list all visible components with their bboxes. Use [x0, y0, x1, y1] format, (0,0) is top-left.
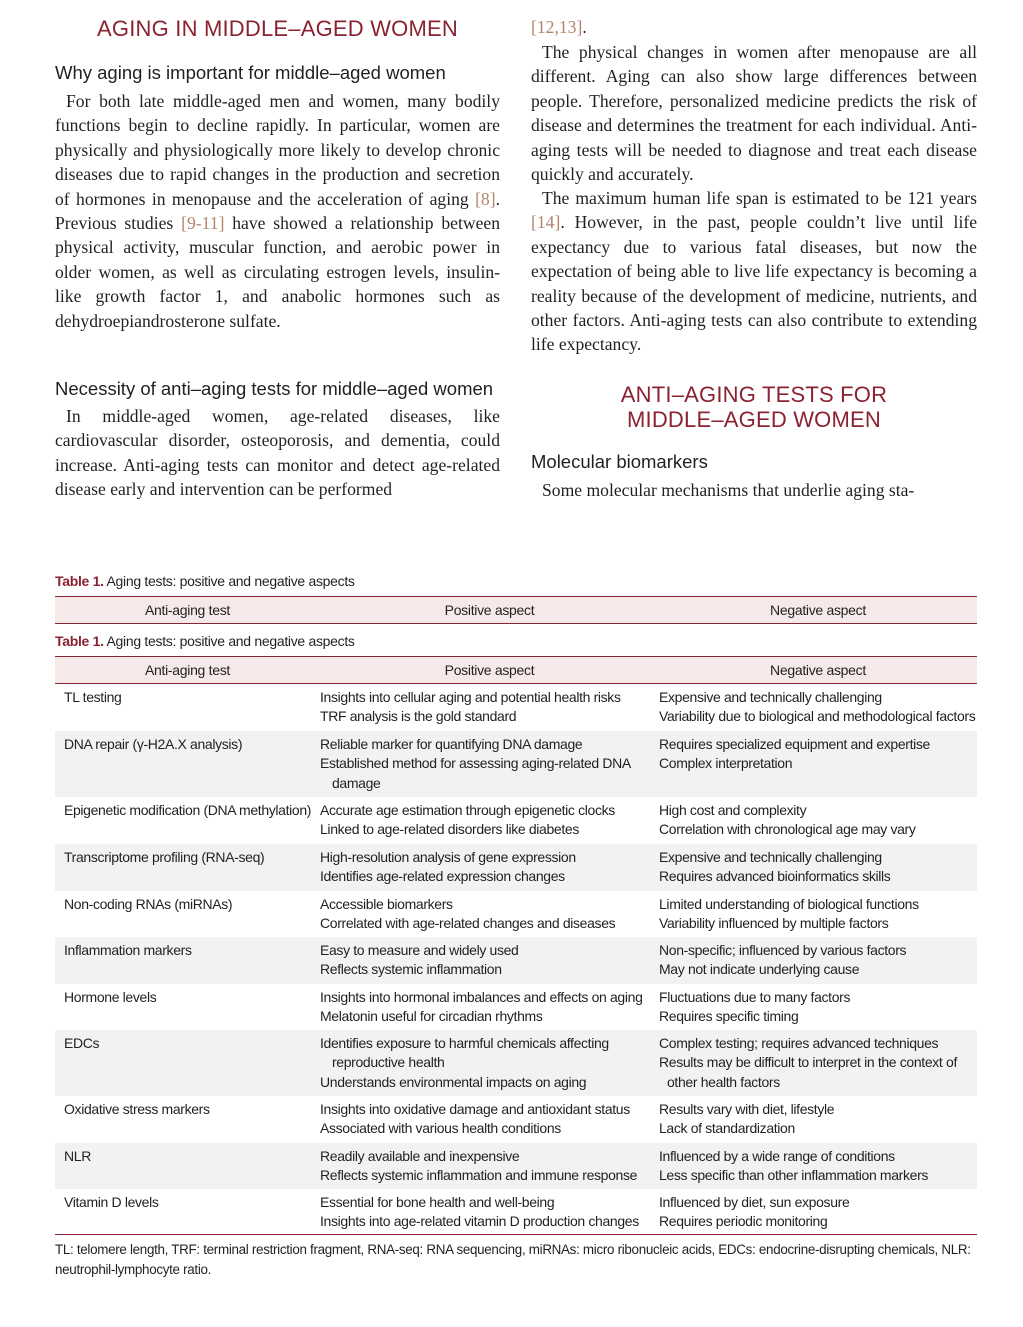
cell-test: Vitamin D levels	[64, 1194, 159, 1210]
cell-positive	[320, 941, 654, 980]
paragraph-text: The maximum human life span is estimated to be 121 years	[542, 188, 977, 208]
cell-line: Fluctuations due to many factors	[659, 989, 851, 1005]
table-row	[55, 984, 977, 1030]
cell-line: Insights into oxidative damage and antioxidant status	[320, 1101, 630, 1117]
cell-line: Accurate age estimation through epigenetic clocks	[320, 802, 615, 818]
cell-line: Reflects systemic inflammation and immune response	[320, 1167, 638, 1184]
cell-negative	[659, 1147, 977, 1186]
cell-negative	[659, 801, 977, 840]
cell-negative	[659, 848, 977, 887]
paragraph-text: . Previous studies	[55, 188, 500, 234]
table-row	[55, 731, 977, 797]
cell-line: Essential for bone health and well-being	[320, 1194, 555, 1210]
cell-positive	[320, 688, 654, 727]
cell-line: Insights into hormonal imbalances and effects on aging	[320, 989, 643, 1005]
table-row	[55, 1030, 977, 1096]
header-positive-aspect: Positive aspect	[444, 662, 535, 678]
cell-test: NLR	[64, 1148, 91, 1164]
cell-negative	[659, 688, 977, 727]
cell-test: TL testing	[64, 689, 122, 705]
paragraph-text: .	[582, 17, 587, 37]
table-row	[55, 937, 977, 984]
cell-test: Epigenetic modification (DNA methylation)	[64, 802, 312, 818]
cell-line: Identifies exposure to harmful chemicals affecting	[320, 1035, 609, 1051]
cell-line: Correlated with age-related changes and diseases	[320, 915, 616, 932]
table-header	[55, 656, 977, 684]
cell-line: Established method for assessing aging-related DNA	[320, 755, 631, 772]
table-caption	[55, 573, 355, 589]
cell-line: other health factors	[667, 1073, 780, 1090]
cell-positive	[320, 1100, 654, 1139]
cell-line: Requires specialized equipment and expertise	[659, 736, 930, 752]
citation-link[interactable]: [14]	[531, 212, 561, 233]
cell-line: Influenced by diet, sun exposure	[659, 1194, 850, 1210]
cell-test: Hormone levels	[64, 989, 157, 1005]
table-row	[55, 1189, 977, 1236]
cell-line: Non-specific; influenced by various factors	[659, 942, 907, 958]
paragraph-text: have showed a relationship between physical activity, muscular function, and aerobic power in older women, as well as circulating estrogen levels, insulin-like growth factor 1, and anabolic hormones such as dehydroepiandrosterone sulfate.	[55, 213, 501, 331]
header-negative-aspect: Negative aspect	[770, 602, 866, 618]
paragraph-physical-changes: The physical changes in women after menopause are all different. Aging can also show large differences between people. Therefore, personalized medicine predicts the risk of disease and determines the treatment for each individual. Anti-aging tests will be needed to diagnose and treat each disease quickly and accurately.	[531, 42, 977, 185]
cell-line: Identifies age-related expression changes	[320, 868, 565, 885]
cell-line: Complex interpretation	[659, 755, 793, 772]
table-label: Table 1.	[55, 633, 104, 649]
cell-positive	[320, 1034, 654, 1092]
paragraph-molecular: Some molecular mechanisms that underlie aging sta-	[542, 480, 915, 500]
table-caption-text: Aging tests: positive and negative aspects	[103, 573, 355, 589]
cell-negative	[659, 1034, 977, 1092]
table-row	[55, 1143, 977, 1189]
cell-test: Non-coding RNAs (miRNAs)	[64, 896, 233, 912]
cell-line: Linked to age-related disorders like diabetes	[320, 821, 579, 838]
cell-negative	[659, 735, 977, 774]
cell-line: Limited understanding of biological functions	[659, 896, 919, 912]
cell-line: Reflects systemic inflammation	[320, 961, 502, 978]
cell-test: Oxidative stress markers	[64, 1101, 210, 1117]
cell-positive	[320, 1147, 654, 1186]
cell-line: Easy to measure and widely used	[320, 942, 519, 958]
header-anti-aging-test: Anti-aging test	[145, 662, 230, 678]
cell-line: Requires periodic monitoring	[659, 1213, 828, 1230]
table-label: Table 1.	[55, 573, 104, 589]
cell-line: Results may be difficult to interpret in the context of	[659, 1054, 957, 1071]
cell-line: Correlation with chronological age may vary	[659, 821, 916, 838]
cell-line: Variability influenced by multiple factors	[659, 915, 889, 932]
cell-line: Results vary with diet, lifestyle	[659, 1101, 835, 1117]
cell-test: DNA repair (γ-H2A.X analysis)	[64, 736, 243, 752]
cell-line: May not indicate underlying cause	[659, 961, 860, 978]
cell-positive	[320, 1193, 654, 1232]
paragraph-life-span	[531, 186, 977, 357]
cell-negative	[659, 1100, 977, 1139]
cell-test: Inflammation markers	[64, 942, 192, 958]
table-bottom-rule	[55, 1234, 977, 1235]
cell-negative	[659, 941, 977, 980]
cell-negative	[659, 1193, 977, 1232]
header-anti-aging-test: Anti-aging test	[145, 602, 230, 618]
cell-positive	[320, 801, 654, 840]
subheading-why-aging: Why aging is important for middle–aged women	[55, 62, 446, 83]
cell-line: Reliable marker for quantifying DNA damage	[320, 736, 583, 752]
heading-line: ANTI–AGING TESTS FOR	[620, 382, 888, 407]
section-heading-anti-aging-tests	[531, 382, 977, 432]
cell-line: Requires specific timing	[659, 1008, 799, 1025]
cell-line: Influenced by a wide range of conditions	[659, 1148, 895, 1164]
table-row	[55, 891, 977, 937]
cell-line: Melatonin useful for circadian rhythms	[320, 1008, 543, 1025]
subheading-necessity: Necessity of anti–aging tests for middle–aged women	[55, 378, 494, 399]
cell-line: Complex testing; requires advanced techniques	[659, 1035, 939, 1051]
table-footnote: TL: telomere length, TRF: terminal restriction fragment, RNA-seq: RNA sequencing, miRNAs: micro ribonucleic acids, EDCs: endocrine-disrupting chemicals, NLR: neutrophil-lymphocyte ratio.	[55, 1242, 971, 1277]
header-positive-aspect: Positive aspect	[444, 602, 535, 618]
cell-line: Insights into age-related vitamin D production changes	[320, 1213, 639, 1230]
cell-line: High-resolution analysis of gene expression	[320, 849, 576, 865]
cell-line: TRF analysis is the gold standard	[320, 708, 517, 725]
cell-test: Transcriptome profiling (RNA-seq)	[64, 849, 265, 865]
table-row	[55, 797, 977, 844]
table-caption-text: Aging tests: positive and negative aspects	[103, 633, 355, 649]
cell-positive	[320, 895, 654, 934]
cell-line: Associated with various health conditions	[320, 1120, 561, 1137]
cell-line: High cost and complexity	[659, 802, 807, 818]
table-caption	[55, 633, 355, 649]
citation-link[interactable]: [12,13]	[531, 17, 583, 37]
paragraph-text: . However, in the past, people couldn’t live until life expectancy due to various fatal diseases, but now the expectation of being able to live life expectancy is becoming a reality because of the development of medicine, nutrients, and other factors. Anti-aging tests can also contribute to extending life expectancy.	[531, 212, 977, 355]
cell-line: Less specific than other inflammation markers	[659, 1167, 929, 1184]
cell-positive	[320, 848, 654, 887]
table-row	[55, 1096, 977, 1143]
paragraph-necessity: In middle-aged women, age-related diseases, like cardiovascular disorder, osteoporosis, and dementia, could increase. Anti-aging tests can monitor and detect age-related disease early and intervention can be performed	[55, 406, 500, 500]
cell-line: Expensive and technically challenging	[659, 849, 882, 865]
paragraph-why-aging	[55, 89, 500, 333]
cell-negative	[659, 895, 977, 934]
cell-line: Accessible biomarkers	[320, 896, 453, 912]
paragraph-text: For both late middle-aged men and women, many bodily functions begin to decline rapidly. In particular, women are physically and physiologically more likely to develop chronic diseases due to rapid changes in the production and secretion of hormones in menopause and the acceleration of aging	[55, 91, 500, 209]
heading-line: MIDDLE–AGED WOMEN	[627, 407, 881, 432]
cell-line: reproductive health	[332, 1054, 445, 1071]
subheading-molecular-biomarkers: Molecular biomarkers	[531, 451, 708, 472]
cell-line: Readily available and inexpensive	[320, 1148, 520, 1164]
cell-line: Variability due to biological and methodological factors	[659, 708, 976, 725]
cell-line: damage	[332, 774, 381, 791]
table-row	[55, 844, 977, 891]
cell-positive	[320, 988, 654, 1027]
cell-line: Requires advanced bioinformatics skills	[659, 868, 891, 885]
paragraph-continuation	[531, 15, 977, 39]
table-body	[55, 684, 977, 1236]
cell-line: Understands environmental impacts on aging	[320, 1073, 587, 1090]
cell-line: Expensive and technically challenging	[659, 689, 882, 705]
cell-positive	[320, 735, 654, 793]
section-heading-aging: AGING IN MIDDLE–AGED WOMEN	[97, 16, 458, 41]
table-header	[55, 596, 977, 624]
header-negative-aspect: Negative aspect	[770, 662, 866, 678]
citation-link[interactable]: [9-11]	[181, 213, 225, 234]
table-rule	[55, 623, 103, 624]
citation-link[interactable]: [8]	[475, 188, 496, 209]
cell-test: EDCs	[64, 1035, 100, 1051]
cell-line: Lack of standardization	[659, 1120, 795, 1137]
cell-line: Insights into cellular aging and potential health risks	[320, 689, 621, 705]
table-row	[55, 684, 977, 731]
cell-negative	[659, 988, 977, 1027]
